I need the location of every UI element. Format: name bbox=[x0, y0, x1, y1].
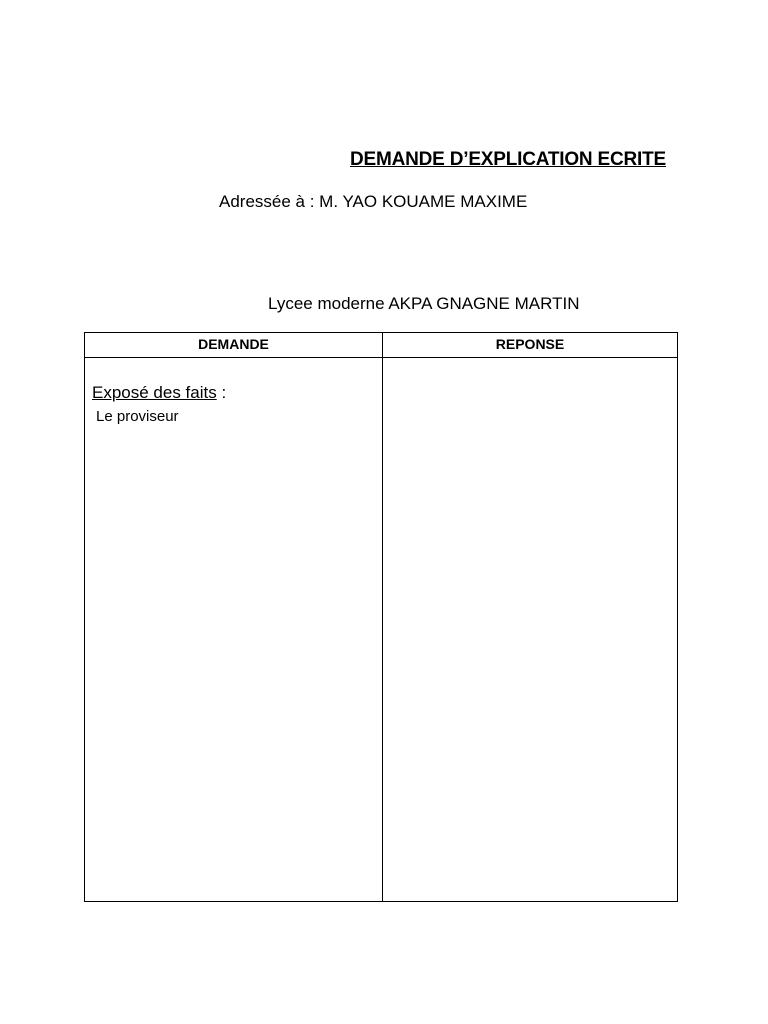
facts-heading-colon: : bbox=[216, 383, 227, 402]
document-title: DEMANDE D’EXPLICATION ECRITE bbox=[350, 149, 667, 170]
header-reponse: REPONSE bbox=[495, 336, 565, 352]
school-name: Lycee moderne AKPA GNAGNE MARTIN bbox=[268, 294, 580, 313]
signer-label: Le proviseur bbox=[96, 408, 179, 425]
facts-heading-label: Exposé des faits bbox=[92, 383, 217, 402]
header-demande: DEMANDE bbox=[198, 336, 269, 352]
table-header-row bbox=[85, 333, 677, 358]
addressee-line: Adressée à : M. YAO KOUAME MAXIME bbox=[219, 192, 528, 211]
facts-heading bbox=[92, 383, 226, 403]
response-cell bbox=[383, 358, 677, 901]
explanation-table bbox=[84, 332, 678, 902]
